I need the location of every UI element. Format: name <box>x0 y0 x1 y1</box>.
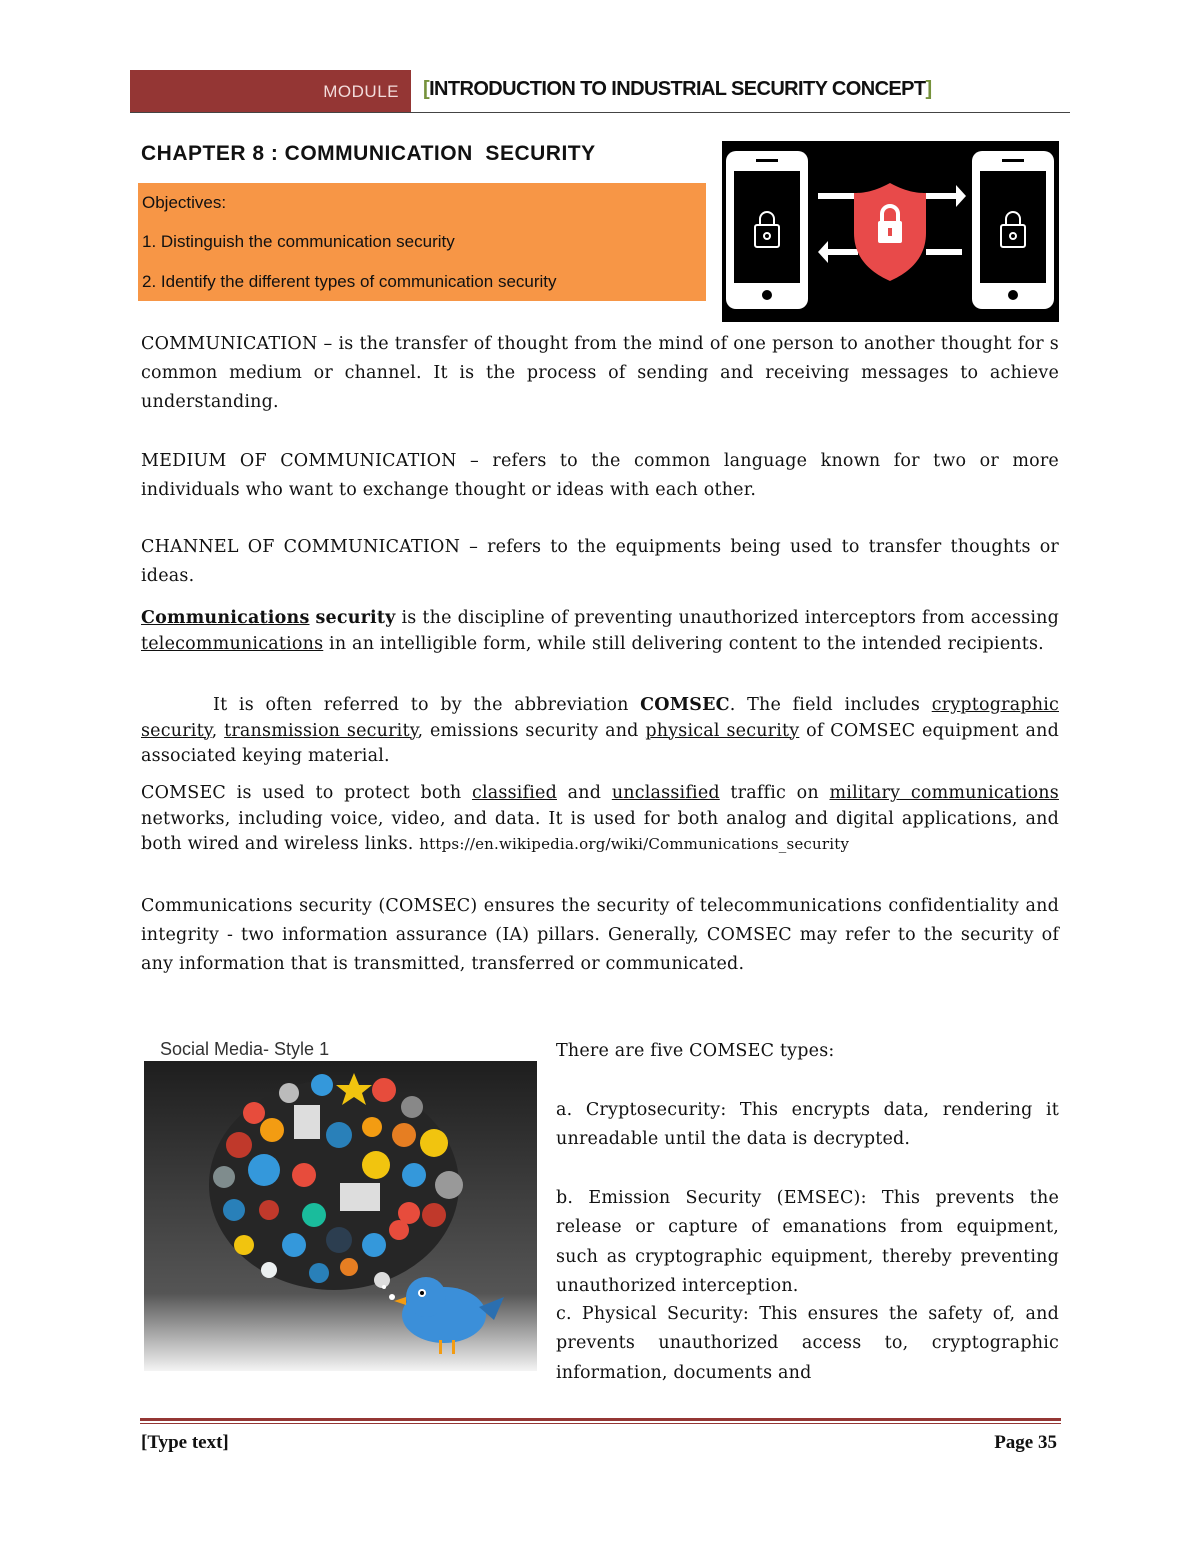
module-tab <box>130 70 411 112</box>
objective-item: 2. Identify the different types of communication security <box>142 272 557 291</box>
objective-item: 1. Distinguish the communication security <box>142 232 455 251</box>
chapter-title: CHAPTER 8 : COMMUNICATION SECURITY <box>141 142 596 165</box>
communication-definition: COMMUNICATION – is the transfer of thought from the mind of one person to another thought for s common medium or channel. It is the process of sending and receiving messages to achieve understanding. <box>141 334 1059 412</box>
usage-text: and <box>557 783 612 803</box>
page-number: Page 35 <box>994 1432 1057 1453</box>
type-b: b. Emission Security (EMSEC): This prevents the release or capture of emanations from equipment, such as cryptographic equipment, thereby preventing unauthorized interception. <box>556 1188 1059 1296</box>
intro-text: is the discipline of preventing unauthorized interceptors from accessing <box>395 608 1059 628</box>
ensures-paragraph: Communications security (COMSEC) ensures the security of telecommunications confidentiality and integrity - two information assurance (IA) pillars. Generally, COMSEC may refer to the security of any information that is transmitted, transferred or communicated. <box>141 896 1059 974</box>
types-intro: There are five COMSEC types: <box>556 1041 835 1061</box>
objectives-box <box>138 183 706 301</box>
link-classified[interactable]: classified <box>471 783 558 803</box>
type-c: c. Physical Security: This ensures the safety of, and prevents unauthorized access to, cryptographic information, documents and <box>556 1304 1059 1383</box>
link-physical-security[interactable]: physical security <box>645 720 800 741</box>
footer-left-text: [Type text] <box>141 1432 229 1453</box>
link-military-communications[interactable]: military communications <box>829 783 1059 803</box>
footer-rule <box>140 1418 1061 1421</box>
footer-rule <box>140 1423 1061 1424</box>
abbreviation-paragraph <box>141 693 1059 770</box>
term-security: security <box>315 608 396 628</box>
link-telecommunications[interactable]: telecommunications <box>141 633 324 654</box>
usage-text: COMSEC is used to protect both <box>141 783 472 803</box>
link-cryptographic-security[interactable]: cryptographic security <box>141 695 1059 741</box>
type-a: a. Cryptosecurity: This encrypts data, rendering it unreadable until the data is decrypted. <box>556 1100 1059 1150</box>
comsec-intro-paragraph <box>141 606 1059 657</box>
intro-text: in an intelligible form, while still delivering content to the intended recipients. <box>323 633 1044 654</box>
source-url[interactable]: https://en.wikipedia.org/wiki/Communications_security <box>419 835 850 853</box>
header-rule <box>130 112 1070 113</box>
abbrev-text: , emissions security and <box>417 720 646 741</box>
abbrev-text: . The field includes <box>729 695 932 715</box>
bracket-open: [ <box>423 78 430 100</box>
link-transmission-security[interactable]: transmission security <box>224 720 418 741</box>
module-title <box>423 78 932 101</box>
link-unclassified[interactable]: unclassified <box>611 783 720 803</box>
term-communications[interactable]: Communications <box>141 608 310 628</box>
medium-definition: MEDIUM OF COMMUNICATION – refers to the common language known for two or more individuals who want to exchange thought or ideas with each other. <box>141 451 1059 500</box>
channel-definition: CHANNEL OF COMMUNICATION – refers to the equipments being used to transfer thoughts or ideas. <box>141 537 1059 586</box>
objectives-heading: Objectives: <box>142 193 227 212</box>
abbrev-sep: , <box>211 720 225 741</box>
usage-text: traffic on <box>719 783 830 803</box>
module-title-text: INTRODUCTION TO INDUSTRIAL SECURITY CONCEPT <box>429 78 926 100</box>
usage-text: networks, including voice, video, and data. It is used for both analog and digital applications, and both wired and wireless links. <box>141 808 1059 854</box>
social-media-image <box>144 1035 537 1385</box>
module-label: MODULE <box>323 82 399 101</box>
social-image-title: Social Media- Style 1 <box>160 1039 330 1059</box>
abbr-comsec: COMSEC <box>640 695 730 715</box>
usage-paragraph <box>141 781 1059 858</box>
bracket-close: ] <box>925 78 932 100</box>
abbrev-text: of COMSEC equipment and associated keying material. <box>141 720 1059 766</box>
secure-communication-image <box>722 141 1059 322</box>
abbrev-text: It is often referred to by the abbreviation <box>213 695 641 715</box>
